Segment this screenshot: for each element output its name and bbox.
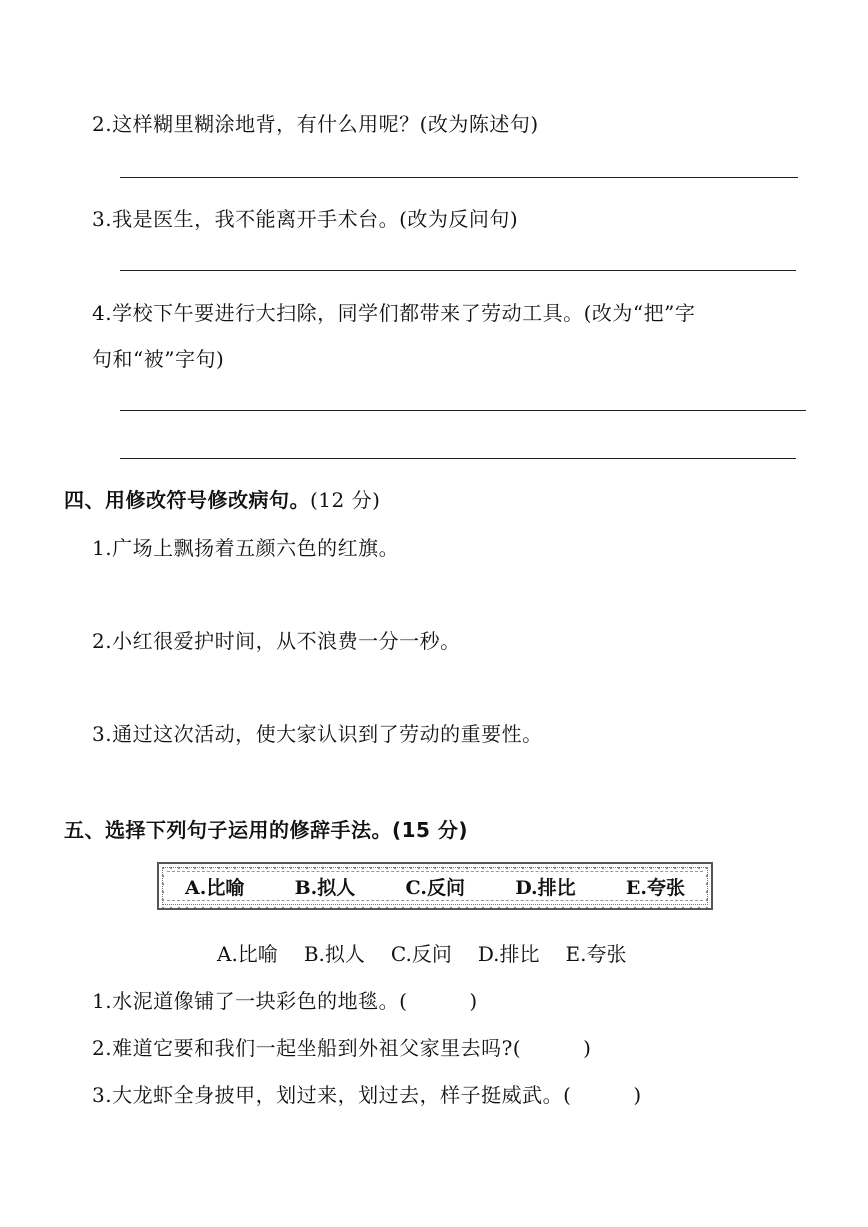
question-4-1: 1.广场上飘扬着五颜六色的红旗。 bbox=[92, 536, 400, 560]
answer-line bbox=[120, 458, 796, 459]
section-4-score: (12 分) bbox=[310, 488, 381, 512]
question-3-4-continued: 句和“被”字句) bbox=[92, 347, 225, 371]
option-d: D.排比 bbox=[477, 942, 540, 966]
section-4-heading bbox=[64, 484, 380, 513]
section-5-heading: 五、选择下列句子运用的修辞手法。(15 分) bbox=[64, 818, 469, 842]
question-4-2: 2.小红很爱护时间，从不浪费一分一秒。 bbox=[92, 629, 461, 653]
answer-line bbox=[120, 270, 796, 271]
answer-line bbox=[120, 410, 806, 411]
question-3-2: 2.这样糊里糊涂地背，有什么用呢？(改为陈述句) bbox=[92, 112, 539, 136]
framed-option-a: A.比喻 bbox=[185, 876, 245, 899]
option-b: B.拟人 bbox=[303, 942, 365, 966]
framed-option-b: B.拟人 bbox=[294, 876, 356, 899]
question-5-1: 1.水泥道像铺了一块彩色的地毯。( ) bbox=[92, 989, 478, 1013]
question-3-3: 3.我是医生，我不能离开手术台。(改为反问句) bbox=[92, 207, 519, 231]
framed-options bbox=[185, 872, 685, 900]
option-c: C.反问 bbox=[390, 942, 452, 966]
framed-option-e: E.夸张 bbox=[625, 876, 685, 899]
options-decorative-frame bbox=[157, 862, 713, 910]
question-5-3: 3.大龙虾全身披甲，划过来，划过去，样子挺威武。( ) bbox=[92, 1083, 642, 1107]
framed-option-d: D.排比 bbox=[515, 876, 576, 899]
question-4-3: 3.通过这次活动，使大家认识到了劳动的重要性。 bbox=[92, 722, 543, 746]
option-a: A.比喻 bbox=[217, 942, 278, 966]
option-e: E.夸张 bbox=[565, 942, 627, 966]
question-5-2: 2.难道它要和我们一起坐船到外祖父家里去吗?( ) bbox=[92, 1036, 592, 1060]
framed-option-c: C.反问 bbox=[405, 876, 465, 899]
section-4-title: 四、用修改符号修改病句。 bbox=[64, 488, 310, 512]
question-3-4: 4.学校下午要进行大扫除，同学们都带来了劳动工具。(改为“把”字 bbox=[92, 301, 696, 325]
options-row bbox=[217, 938, 626, 967]
answer-line bbox=[120, 177, 798, 178]
